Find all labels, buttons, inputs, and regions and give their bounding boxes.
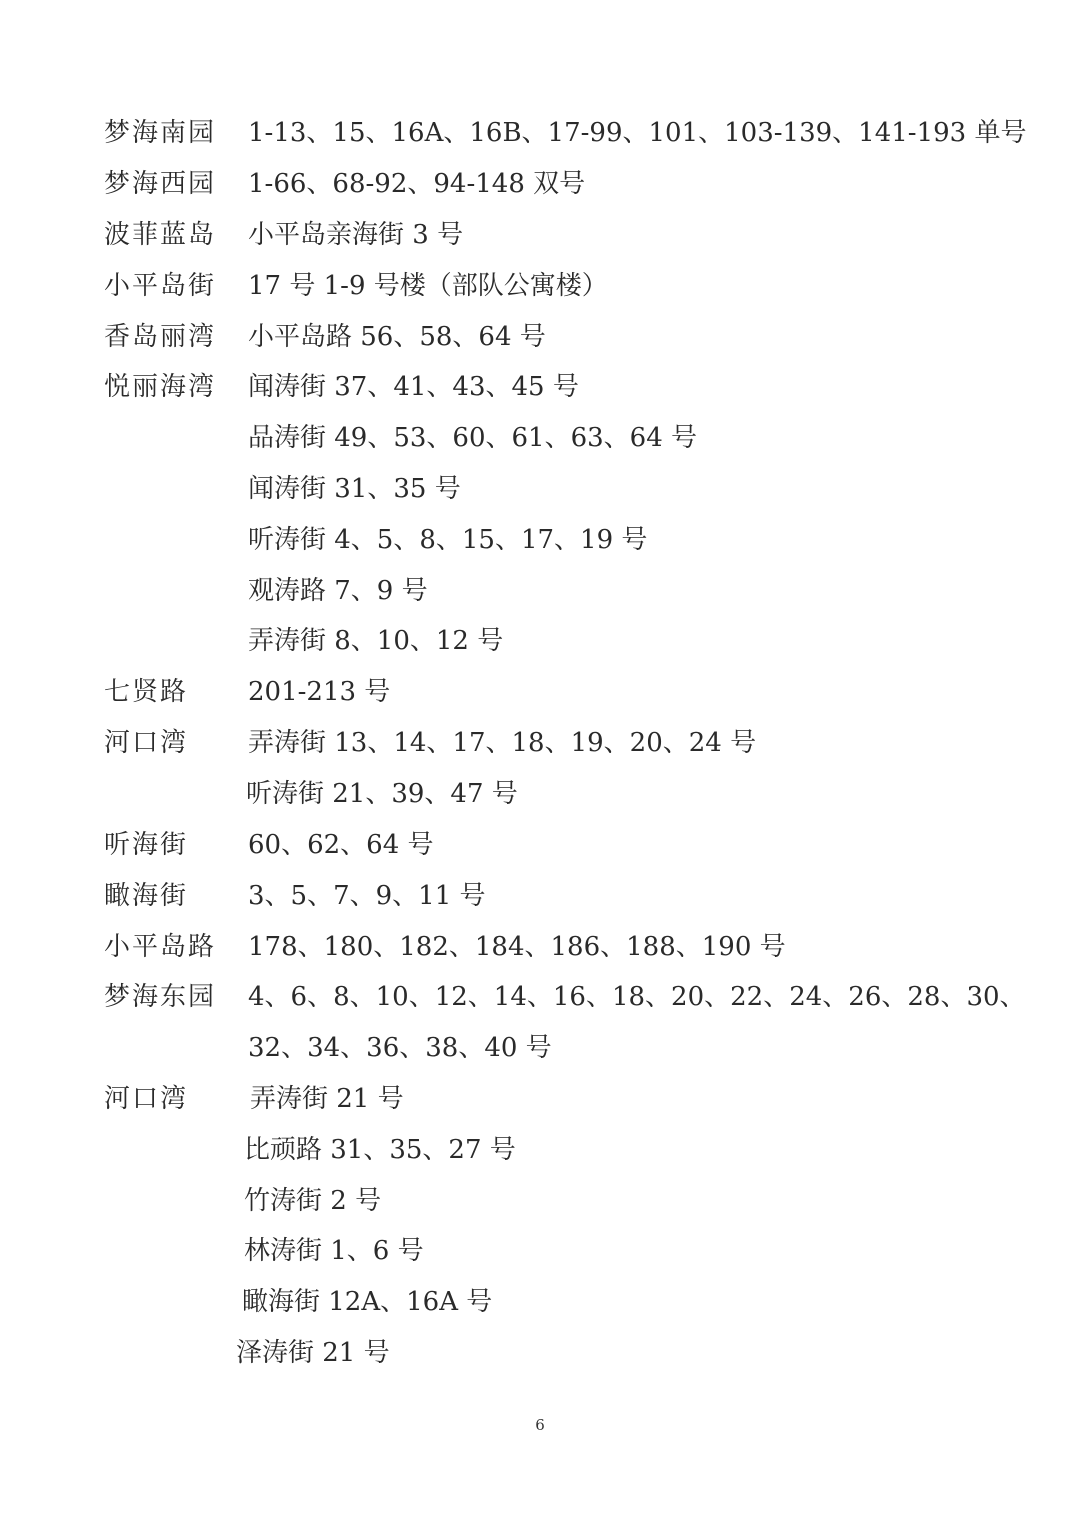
address-text: 闻涛街 31、35 号 — [248, 474, 461, 504]
address-text: 178、180、182、184、186、188、190 号 — [248, 932, 786, 962]
address-text: 201-213 号 — [248, 677, 391, 707]
address-text: 听涛街 4、5、8、15、17、19 号 — [248, 525, 648, 555]
address-text: 比顽路 31、35、27 号 — [244, 1135, 516, 1165]
address-text: 弄涛街 13、14、17、18、19、20、24 号 — [248, 728, 757, 758]
community-name: 河口湾 — [104, 728, 189, 758]
community-name: 河口湾 — [104, 1084, 189, 1114]
community-name: 梦海西园 — [104, 169, 217, 199]
address-text: 观涛路 7、9 号 — [248, 576, 428, 606]
community-name: 香岛丽湾 — [104, 322, 217, 352]
address-text: 3、5、7、9、11 号 — [248, 881, 486, 911]
address-text: 林涛街 1、6 号 — [244, 1236, 424, 1266]
address-text: 弄涛街 21 号 — [250, 1084, 404, 1114]
address-text: 小平岛亲海街 3 号 — [248, 220, 464, 250]
community-name: 七贤路 — [104, 677, 189, 707]
community-name: 小平岛街 — [104, 271, 217, 301]
address-text: 4、6、8、10、12、14、16、18、20、22、24、26、28、30、 — [248, 982, 1026, 1012]
address-text: 小平岛路 56、58、64 号 — [248, 322, 546, 352]
address-text: 32、34、36、38、40 号 — [248, 1033, 552, 1063]
address-text: 1-13、15、16A、16B、17-99、101、103-139、141-193 单号 — [248, 118, 1027, 148]
community-name: 波菲蓝岛 — [104, 220, 217, 250]
community-name: 瞰海街 — [104, 881, 189, 911]
address-text: 竹涛街 2 号 — [244, 1186, 382, 1216]
address-text: 闻涛街 37、41、43、45 号 — [248, 372, 579, 402]
community-name: 听海街 — [104, 830, 189, 860]
address-text: 1-66、68-92、94-148 双号 — [248, 169, 586, 199]
address-text: 弄涛街 8、10、12 号 — [248, 626, 504, 656]
community-name: 小平岛路 — [104, 932, 217, 962]
address-text: 17 号 1-9 号楼（部队公寓楼） — [248, 271, 608, 301]
community-name: 梦海东园 — [104, 982, 217, 1012]
address-text: 品涛街 49、53、60、61、63、64 号 — [248, 423, 698, 453]
address-text: 瞰海街 12A、16A 号 — [242, 1287, 493, 1317]
address-text: 60、62、64 号 — [248, 830, 434, 860]
community-name: 悦丽海湾 — [104, 372, 217, 402]
page-number: 6 — [535, 1416, 545, 1434]
address-text: 听涛街 21、39、47 号 — [246, 779, 518, 809]
address-text: 泽涛街 21 号 — [236, 1338, 390, 1368]
community-name: 梦海南园 — [104, 118, 217, 148]
